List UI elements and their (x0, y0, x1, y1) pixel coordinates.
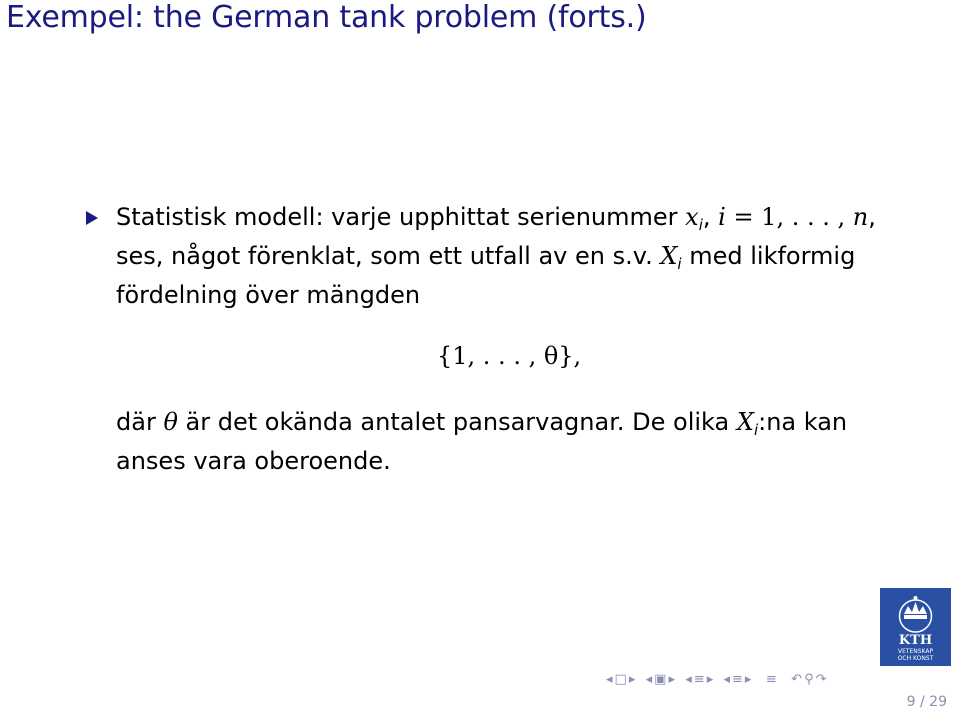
line1-comma: , (702, 203, 719, 231)
nav-undo-icon[interactable]: ↶ (791, 672, 803, 687)
line2-end: med likformig (681, 242, 856, 270)
beamer-navigation (606, 672, 829, 688)
paragraph-line-1 (116, 203, 876, 239)
nav-section-icon[interactable]: ≡ (693, 672, 705, 687)
var-n: n (852, 203, 869, 231)
paragraph-line-2 (116, 242, 855, 278)
line5-start: där (116, 408, 164, 436)
nav-frame-next-icon[interactable]: ▸ (628, 672, 636, 687)
logo-subtitle-2: OCH KONST (897, 655, 934, 662)
nav-section-prev-icon[interactable]: ◂ (685, 672, 692, 687)
var-x: x (685, 203, 699, 231)
var-x-sub: i (698, 216, 703, 234)
kth-logo (880, 588, 951, 666)
line5-mid: är det okända antalet pansarvagnar. De olika (177, 408, 737, 436)
page-number: 9 / 29 (906, 694, 947, 710)
nav-frame-prev-icon[interactable]: ◂ (606, 672, 613, 687)
var-X: X (660, 242, 678, 270)
var-i: i (718, 203, 726, 231)
nav-subsection-next-icon[interactable]: ▸ (668, 672, 675, 687)
nav-doc-icon[interactable]: ≡ (732, 672, 743, 687)
display-math: {1, . . . , θ}, (437, 342, 582, 370)
nav-subsection-prev-icon[interactable]: ◂ (645, 672, 653, 687)
nav-search-icon[interactable]: ⚲ (804, 672, 814, 687)
line1-end: , (868, 203, 876, 231)
line2-text: ses, något förenklat, som ett utfall av en s.v. (116, 242, 661, 270)
logo-subtitle-1: VETENSKAP (897, 648, 934, 655)
nav-doc-prev-icon[interactable]: ◂ (723, 672, 731, 687)
nav-frame-icon[interactable]: □ (614, 672, 627, 687)
crown-icon (880, 588, 951, 634)
slide-title: Exempel: the German tank problem (forts.) (6, 0, 647, 35)
bullet-marker-icon (86, 211, 98, 225)
line5-end: :na kan (758, 408, 848, 436)
var-X-sub: i (677, 255, 682, 273)
var-X2: X (736, 408, 754, 436)
nav-subsection-icon[interactable]: ▣ (654, 672, 667, 687)
nav-align-icon[interactable]: ≡ (765, 672, 777, 687)
var-X2-sub: i (753, 421, 759, 439)
line1-eq: = 1, . . . , (725, 203, 853, 231)
paragraph-line-3: fördelning över mängden (116, 281, 421, 309)
var-theta: θ (163, 408, 178, 436)
nav-redo-icon[interactable]: ↷ (815, 672, 827, 687)
line1-text: Statistisk modell: varje upphittat serienummer (116, 203, 686, 231)
nav-section-next-icon[interactable]: ▸ (706, 672, 714, 687)
paragraph-line-6: anses vara oberoende. (116, 447, 391, 475)
logo-name: KTH (898, 633, 933, 648)
paragraph-line-5 (116, 408, 847, 444)
nav-doc-next-icon[interactable]: ▸ (744, 672, 752, 687)
